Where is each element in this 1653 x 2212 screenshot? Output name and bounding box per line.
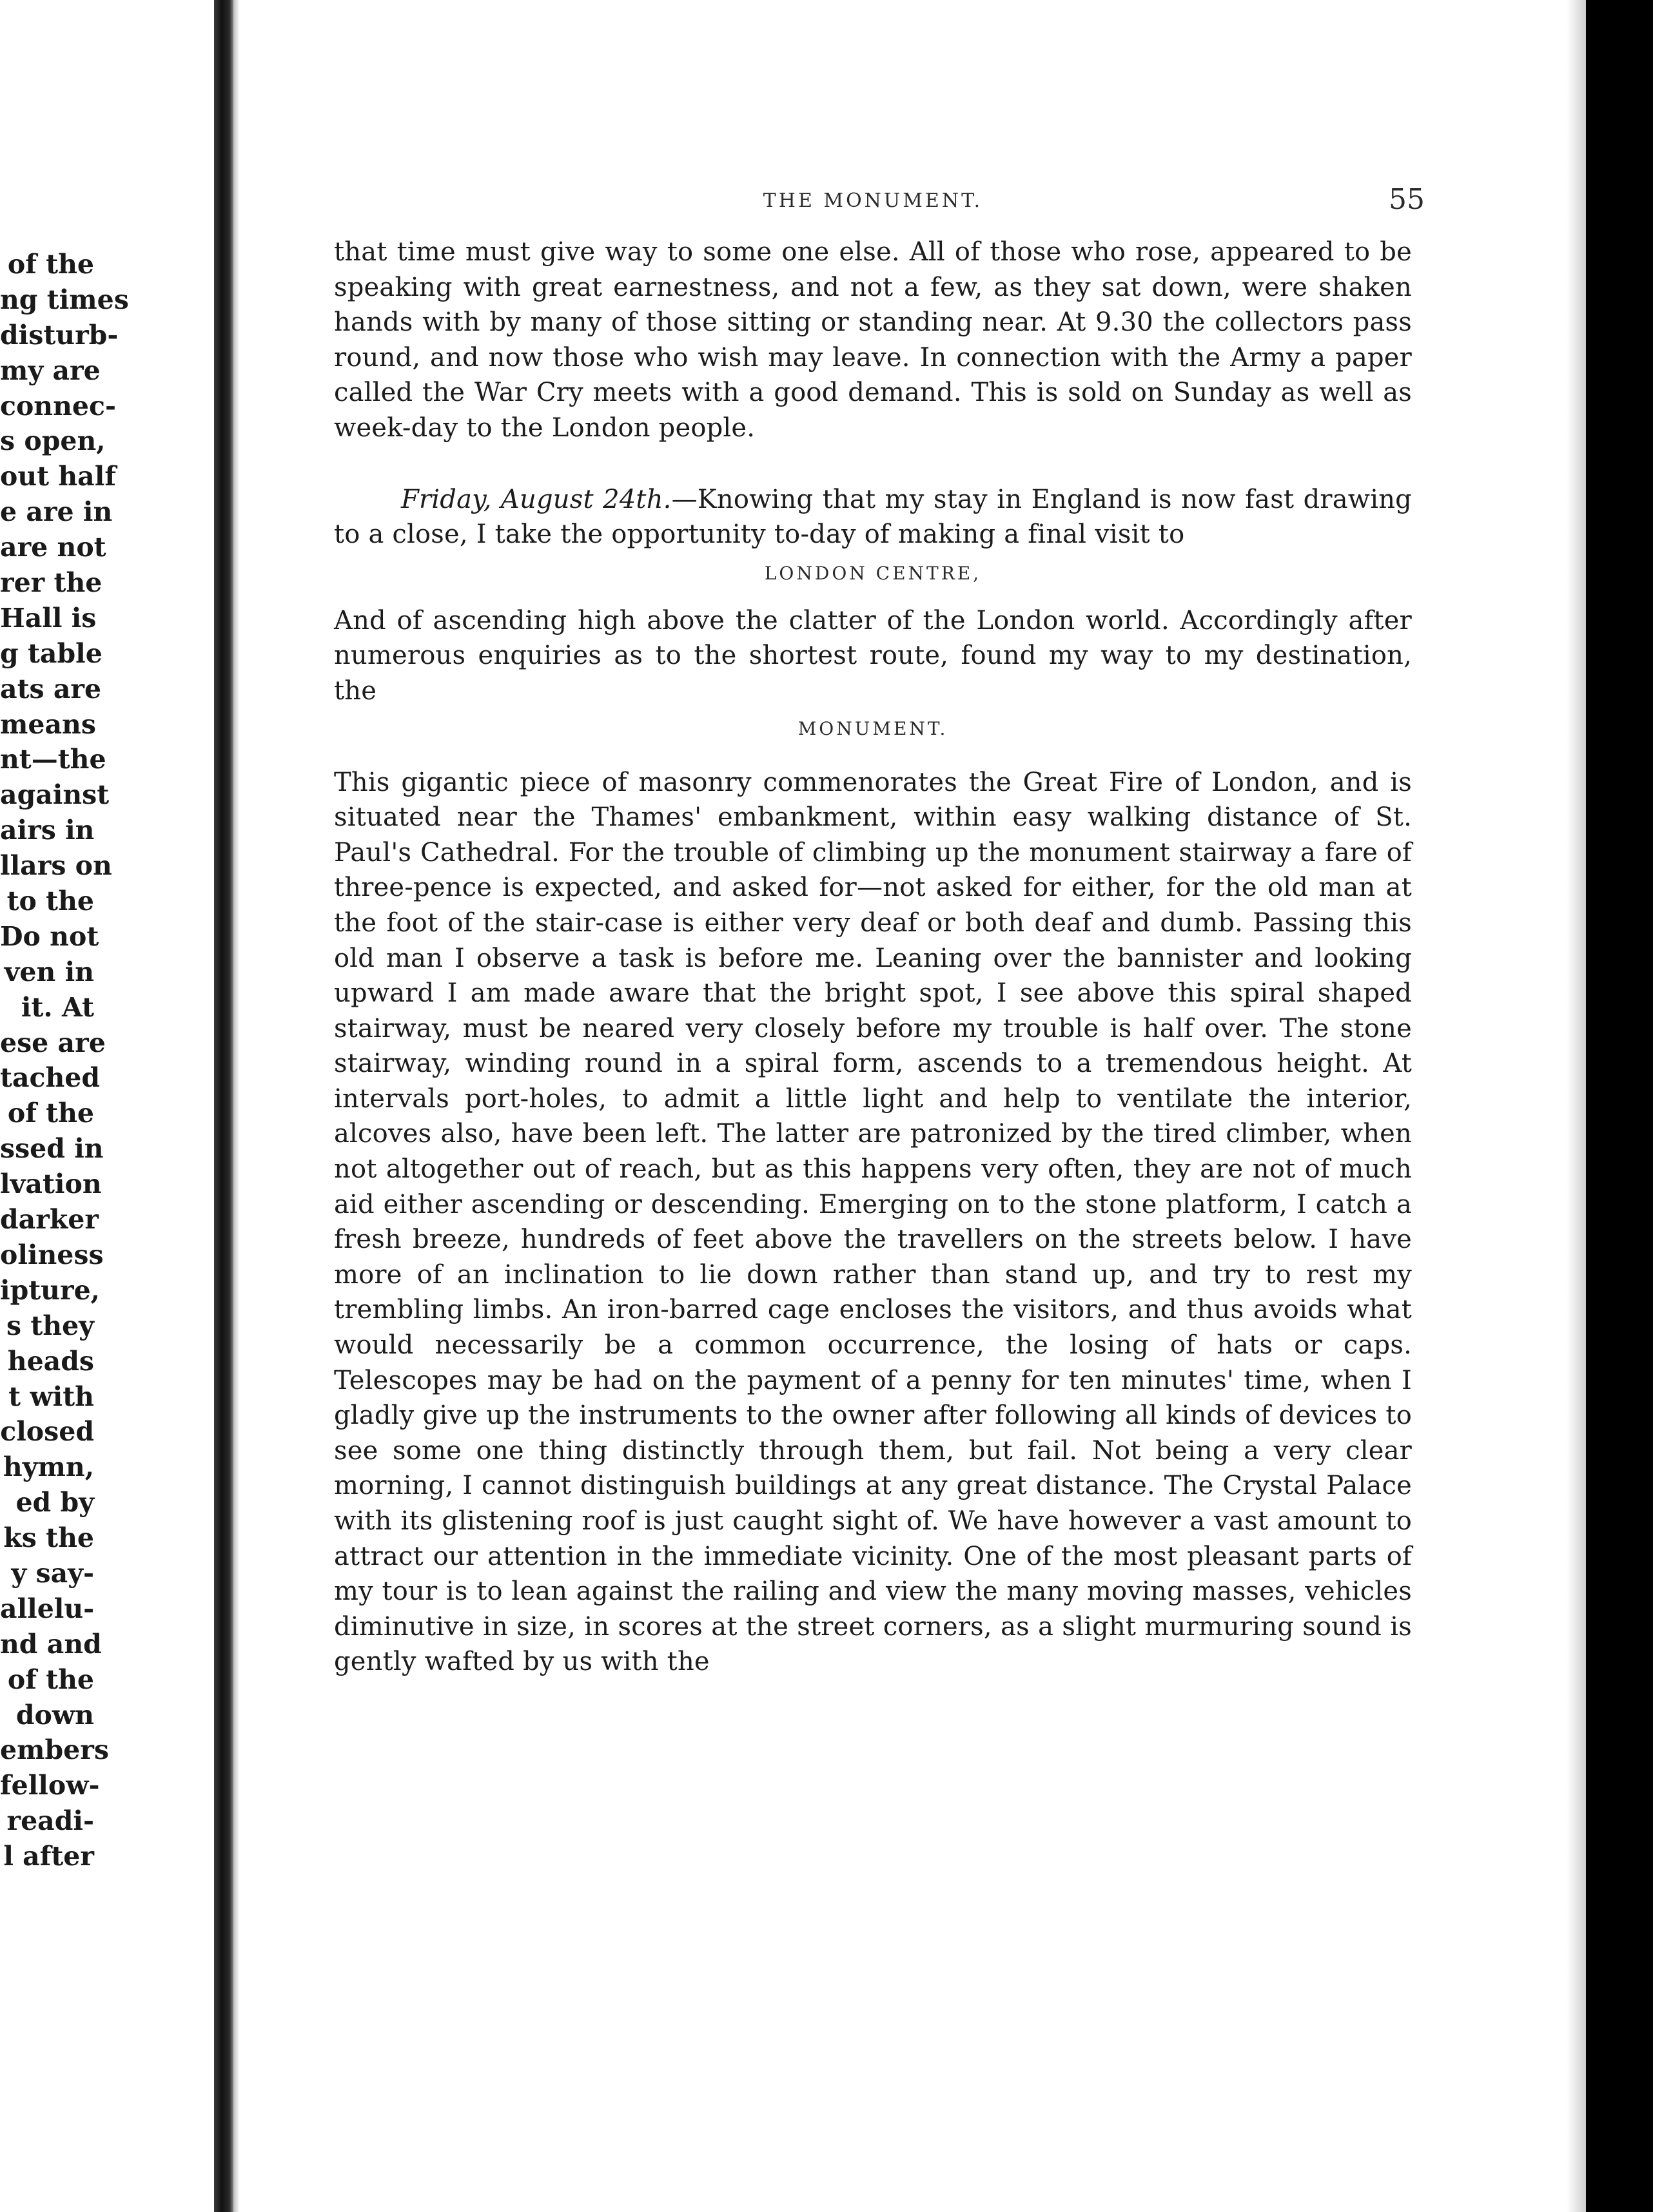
fragment-line: heads	[7, 1345, 94, 1377]
fragment-line: ipture,	[0, 1274, 100, 1306]
fragment-line: of the	[7, 1098, 94, 1129]
fragment-line: darker	[0, 1204, 99, 1236]
fragment-line: of the	[7, 249, 94, 280]
paragraph: that time must give way to some one else. All of those who rose, appeared to be speaking with great earnestness, and not a few, as they sat down, were shaken hands with by many of those sitting or standing near. At 9.30 the collectors pass round, and now those who wish may leave. In connection with the Army a paper called the War Cry meets with a good demand. This is sold on Sunday as well as week-day to the London people.	[334, 237, 1412, 443]
book-page	[334, 180, 1425, 1680]
fragment-line: y say-	[11, 1557, 94, 1589]
fragment-line: s they	[6, 1310, 94, 1341]
fragment-line: ssed in	[0, 1133, 104, 1165]
fragment-line: ng times	[0, 284, 129, 315]
fragment-line: tached	[0, 1062, 101, 1094]
paragraph-text: —Knowing that my stay in England is now fast drawing to a close, I take the opportunity to-day of making a final visit to	[334, 484, 1412, 550]
fragment-line: lvation	[0, 1169, 102, 1200]
fragment-line: Do not	[0, 920, 99, 952]
fragment-line: l after	[3, 1841, 94, 1872]
section-heading-london-centre: LONDON CENTRE,	[764, 562, 982, 584]
fragment-line: ats are	[0, 673, 102, 704]
gutter-edge	[233, 0, 240, 2212]
fragment-line: it. At	[21, 991, 94, 1023]
fragment-line: ese are	[0, 1027, 106, 1058]
fragment-line: out half	[0, 461, 116, 492]
fragment-line: are not	[0, 532, 106, 563]
fragment-line: rer the	[0, 567, 103, 599]
fragment-line: llars on	[0, 850, 112, 882]
paragraph: This gigantic piece of masonry commenorates the Great Fire of London, and is situated near the Thames' embankment, within easy walking distance of St. Paul's Cathedral. For the trouble of climbing up the monument stairway a fare of three-pence is expected, and asked for—not asked for either, for the old man at the foot of the stair-case is either very deaf or both deaf and dumb. Passing this old man I observe a task is before me. Leaning over the bannister and looking upward I am made aware that the bright spot, I see above this spiral shaped stairway, must be neared very closely before my trouble is half over. The stone stairway, winding round in a spiral form, ascends to a tremendous height. At intervals port-holes, to admit a little light and help to ventilate the interior, alcoves also, have been left. The latter are patronized by the tired climber, when not altogether out of reach, but as this happens very often, they are not of much aid either ascending or descending. Emerging on to the stone platform, I catch a fresh breeze, hundreds of feet above the travellers on the streets below. I have more of an inclination to lie down rather than stand up, and try to rest my trembling limbs. An iron-barred cage encloses the visitors, and thus avoids what would necessarily be a common occurrence, the losing of hats or caps. Telescopes may be had on the payment of a penny for ten minutes' time, when I gladly give up the instruments to the owner after following all kinds of devices to see some one thing distinctly through them, but fail. Not being a very clear morning, I cannot distinguish buildings at any great distance. The Crystal Palace with its glistening roof is just caught sight of. We have however a vast amount to attract our attention in the immediate vicinity. One of the most pleasant parts of my tour is to lean against the railing and view the many moving masses, vehicles diminutive in size, in scores at the street corners, as a slight murmuring sound is gently wafted by us with the	[334, 767, 1412, 1677]
fragment-line: readi-	[6, 1805, 94, 1837]
fragment-line: ed by	[15, 1487, 94, 1518]
fragment-line: closed	[0, 1416, 94, 1448]
entry-date: Friday, August 24th.	[401, 484, 672, 514]
fragment-line: ven in	[4, 956, 94, 987]
fragment-line: Hall is	[0, 602, 97, 634]
fragment-line: against	[0, 779, 110, 811]
scan-border	[1586, 0, 1653, 2212]
fragment-line: t with	[8, 1381, 94, 1412]
paragraph-friday	[334, 482, 1412, 552]
fragment-line: s open,	[0, 425, 106, 457]
page-number: 55	[1389, 183, 1425, 216]
fragment-line: nd and	[0, 1628, 102, 1660]
fragment-line: means	[0, 708, 96, 740]
fragment-line: e are in	[0, 496, 113, 528]
fragment-line: allelu-	[0, 1593, 95, 1624]
section-heading-monument: MONUMENT.	[797, 717, 948, 739]
fragment-line: to the	[6, 886, 94, 917]
book-binding-gutter	[214, 0, 233, 2212]
fragment-line: hymn,	[3, 1451, 94, 1483]
fragment-line: embers	[0, 1734, 109, 1766]
fragment-line: g table	[0, 637, 103, 669]
fragment-line: of the	[7, 1664, 94, 1695]
fragment-line: down	[15, 1699, 94, 1731]
fragment-line: my are	[0, 354, 101, 386]
fragment-line: ks the	[3, 1522, 94, 1554]
page-edge-shadow	[1567, 0, 1586, 2212]
fragment-line: fellow-	[0, 1770, 100, 1801]
fragment-line: disturb-	[0, 319, 119, 351]
running-head	[334, 180, 1425, 219]
fragment-line: oliness	[0, 1239, 104, 1270]
paragraph: And of ascending high above the clatter of the London world. Accordingly after numerous enquiries as to the shortest route, found my way to my destination, the	[334, 605, 1412, 706]
previous-page-fragment	[0, 247, 129, 1874]
fragment-line: airs in	[0, 815, 95, 846]
fragment-line: connec-	[0, 390, 116, 422]
fragment-line: nt—the	[0, 744, 106, 775]
running-title: THE MONUMENT.	[763, 189, 983, 212]
